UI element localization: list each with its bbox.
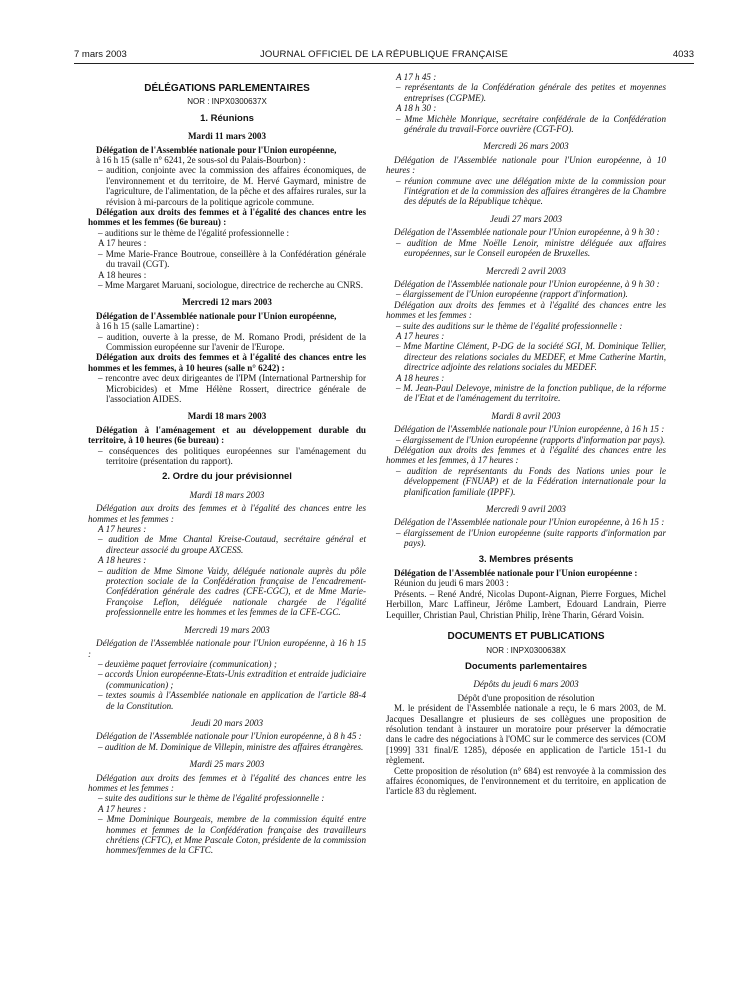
time-label: A 18 heures : [396,372,445,383]
delegation-heading: Délégation de l'Assemblée nationale pour l'Union européenne, à 8 h 45 : [96,731,362,742]
paragraph: à 16 h 15 (salle n° 6241, 2e sous-sol du Palais-Bourbon) : [96,155,306,166]
time-label: A 18 heures : [98,555,147,566]
delegation-heading: Délégation de l'Assemblée nationale pour l'Union européenne, à 9 h 30 : [394,278,660,289]
list-item: – réunion commune avec une délégation mixte de la commission pour l'intégration et de la commission des affaires étrangères de la Chambre des députés de la République tchèque. [396,175,666,207]
paragraph: M. le président de l'Assemblée nationale a reçu, le 6 mars 2003, de M. Jacques Desallangre et plusieurs de ses collègues une proposition de résolution tendant à instaurer un moratoire pour préserver la démocratie dans le cadre des négociations à l'OMC sur le commerce des services (COM [1999] 331 final/E 1285), déposée en application de l'article 151-1 du règlement. [386,703,666,766]
time-label: A 17 heures : [98,238,147,249]
list-item: – élargissement de l'Union européenne (suite rapports d'information par pays). [396,527,666,549]
delegation-heading: Délégation de l'Assemblée nationale pour l'Union européenne : [394,568,638,579]
subsection-heading: 2. Ordre du jour prévisionnel [162,471,292,483]
list-item: – suite des auditions sur le thème de l'égalité professionnelle : [396,320,623,331]
date-heading: Mercredi 12 mars 2003 [182,297,272,308]
delegation-heading: Délégation aux droits des femmes et à l'égalité des chances entre les hommes et les femmes (6e bureau) : [88,207,366,228]
list-item: – élargissement de l'Union européenne (rapports d'information par pays). [396,434,666,445]
date-heading: Mardi 18 mars 2003 [189,489,265,500]
header-rule [74,63,694,64]
time-label: A 17 heures : [396,330,445,341]
delegation-heading: Délégation de l'Assemblée nationale pour l'Union européenne, à 16 h 15 : [394,517,665,528]
list-item: – Mme Michèle Monrique, secrétaire confédérale de la Confédération générale du travail-Force ouvrière (CGT-FO). [396,113,666,135]
delegation-heading: Délégation de l'Assemblée nationale pour l'Union européenne, à 9 h 30 : [394,227,660,238]
list-item: – Mme Dominique Bourgeais, membre de la commission équité entre hommes et femmes de la Confédération française des travailleurs chrétiens (CFTC), et Mme Pascale Coton, présidente de la commission hommes/femmes de la CFTC. [98,814,366,856]
list-item: – audition de Mme Chantal Kreise-Coutaud, secrétaire général et directeur associé du groupe AXCESS. [98,534,366,555]
time-label: A 17 heures : [98,524,147,535]
list-item: – audition, ouverte à la presse, de M. Romano Prodi, président de la Commission européenne sur l'avenir de l'Europe. [98,331,366,352]
nor-reference: NOR : INPX0300637X [187,97,267,107]
paragraph: Présents. – René André, Nicolas Dupont-Aignan, Pierre Forgues, Michel Herbillon, Marc Laffineur, Jérôme Lambert, Edouard Landrain, Pierre Lequiller, Christian Paul, Christian Philip, Irène Tharin, Gérard Voisin. [386,588,666,620]
list-item: – auditions sur le thème de l'égalité professionnelle : [98,227,290,238]
date-heading: Mercredi 9 avril 2003 [486,504,566,515]
delegation-heading: Délégation aux droits des femmes et à l'égalité des chances entre les hommes et les femmes, à 17 heures : [386,445,666,466]
list-item: – audition de M. Dominique de Villepin, ministre des affaires étrangères. [98,741,364,752]
delegation-heading: Délégation de l'Assemblée nationale pour l'Union européenne, à 16 h 15 : [88,638,366,659]
list-item: – Mme Martine Clément, P-DG de la société SGI, M. Dominique Tellier, directeur des relations sociales du MEDEF, et Mme Catherine Martin, directrice adjointe des relations sociales du MEDEF. [396,341,666,373]
date-heading: Mardi 11 mars 2003 [187,131,267,142]
date-heading: Mercredi 19 mars 2003 [184,624,270,635]
list-item: – audition, conjointe avec la commission des affaires économiques, de l'environnement et du territoire, de M. Hervé Gaymard, ministre de l'agriculture, de l'alimentation, de la pêche et des affaires rurales, sur la révision à mi-parcours de la politique agricole commune. [98,165,366,207]
list-item: – audition de Mme Simone Vaidy, déléguée nationale auprès du pôle protection sociale de la Confédération française de l'encadrement-Confédération générale des cadres (CFE-CGC), et de Mme Marie-Françoise Leflon, déléguée nationale chargée de l'égalité professionnelle entre les hommes et les femmes de la CFE-CGC. [98,565,366,618]
time-label: A 17 h 45 : [396,72,437,82]
left-column [88,72,366,856]
delegation-heading: Délégation à l'aménagement et au développement durable du territoire, à 10 heures (6e bureau) : [88,424,366,446]
centered-line: Dépôt d'une proposition de résolution [457,692,595,703]
date-heading: Dépôts du jeudi 6 mars 2003 [473,679,579,690]
paragraph: à 16 h 15 (salle Lamartine) : [96,321,200,332]
subsection-heading: Documents parlementaires [465,660,587,672]
list-item: – Mme Margaret Maruani, sociologue, directrice de recherche au CNRS. [98,279,363,290]
delegation-heading: Délégation de l'Assemblée nationale pour l'Union européenne, à 16 h 15 : [394,424,665,435]
list-item: – suite des auditions sur le thème de l'égalité professionnelle : [98,793,325,804]
right-column [386,72,666,797]
page-number: 4033 [672,49,694,60]
delegation-heading: Délégation de l'Assemblée nationale pour l'Union européenne, à 10 heures : [386,154,666,176]
list-item: – audition de représentants du Fonds des Nations unies pour le développement (FNUAP) et de la Fédération internationale pour la planification familiale (IPPF). [396,465,666,497]
header-date: 7 mars 2003 [74,49,127,60]
delegation-heading: Délégation aux droits des femmes et à l'égalité des chances entre les hommes et les femmes : [386,299,666,321]
list-item: – représentants de la Confédération générale des petites et moyennes entreprises (CGPME). [396,82,666,103]
nor-reference: NOR : INPX0300638X [486,645,566,655]
paragraph: Cette proposition de résolution (n° 684) est renvoyée à la commission des affaires économiques, de l'environnement et du territoire, en application de l'article 83 du règlement. [386,765,666,797]
date-heading: Mardi 18 mars 2003 [187,411,267,422]
list-item: – deuxième paquet ferroviaire (communication) ; [98,658,277,669]
time-label: A 18 h 30 : [396,103,437,114]
date-heading: Jeudi 27 mars 2003 [490,213,562,224]
date-heading: Mercredi 26 mars 2003 [483,141,569,152]
delegation-heading: Délégation aux droits des femmes et à l'égalité des chances entre les hommes et les femmes, à 10 heures (salle n° 6242) : [88,352,366,373]
subsection-heading: 3. Membres présents [478,553,574,565]
section-heading: DOCUMENTS ET PUBLICATIONS [447,631,605,643]
date-heading: Mardi 25 mars 2003 [189,759,265,770]
delegation-heading: Délégation de l'Assemblée nationale pour l'Union européenne, [96,144,337,155]
delegation-heading: Délégation aux droits des femmes et à l'égalité des chances entre les hommes et les femmes : [88,503,366,524]
list-item: – élargissement de l'Union européenne (rapport d'information). [396,289,628,300]
list-item: – Mme Marie-France Boutroue, conseillère à la Confédération générale du travail (CGT). [98,248,366,270]
list-item: – audition de Mme Noëlle Lenoir, ministre déléguée aux affaires européennes, sur le Conseil européen de Bruxelles. [396,237,666,259]
page-header [74,49,694,63]
delegation-heading: Délégation aux droits des femmes et à l'égalité des chances entre les hommes et les femmes : [88,772,366,793]
date-heading: Mercredi 2 avril 2003 [486,265,566,276]
journal-title: JOURNAL OFFICIEL DE LA RÉPUBLIQUE FRANÇAISE [259,49,509,60]
time-label: A 18 heures : [98,269,147,280]
list-item: – M. Jean-Paul Delevoye, ministre de la fonction publique, de la réforme de l'Etat et de l'aménagement du territoire. [396,382,666,404]
list-item: – conséquences des politiques européennes sur l'aménagement du territoire (présentation du rapport). [98,445,366,466]
subsection-heading: 1. Réunions [200,112,254,124]
paragraph: Réunion du jeudi 6 mars 2003 : [394,578,509,589]
date-heading: Mardi 8 avril 2003 [491,410,561,421]
section-heading: DÉLÉGATIONS PARLEMENTAIRES [144,83,310,94]
delegation-heading: Délégation de l'Assemblée nationale pour l'Union européenne, [96,310,337,321]
date-heading: Jeudi 20 mars 2003 [191,717,263,728]
list-item: – accords Union européenne-Etats-Unis extradition et entraide judiciaire (communication) ; [98,669,366,690]
list-item: – rencontre avec deux dirigeantes de l'IPM (International Partnership for Microbicides) et Mme Hélène Rossert, directrice générale de l'association AIDES. [98,373,366,404]
list-item: – textes soumis à l'Assemblée nationale en application de l'article 88-4 de la Constitution. [98,690,366,711]
time-label: A 17 heures : [98,803,147,814]
